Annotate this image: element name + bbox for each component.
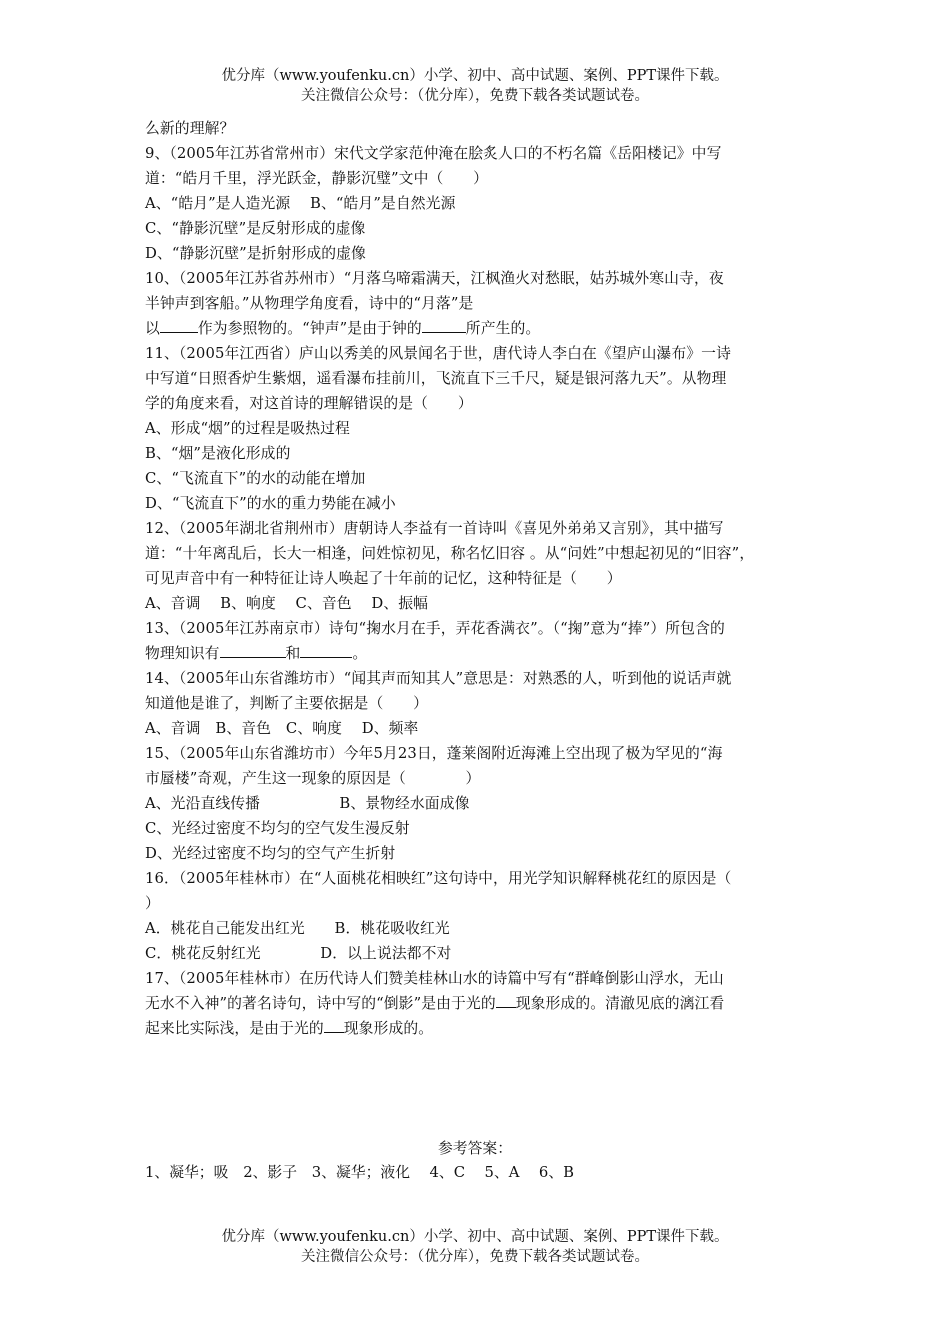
page-footer [0,1227,950,1267]
text-fragment: 现象形成的。 [343,1020,434,1037]
question-12: 12、（2005年湖北省荆州市）唐朝诗人李益有一首诗叫《喜见外弟弟又言别》，其中描写 [145,520,724,537]
option-line: B、“烟”是液化形成的 [145,445,291,462]
text-line: 学的角度来看，对这首诗的理解错误的是（ ） [145,395,473,412]
question-10: 10、（2005年江苏省苏州市）“月落乌啼霜满天，江枫渔火对愁眠，姑苏城外寒山寺，夜 [145,270,724,287]
option-line: A、形成“烟”的过程是吸热过程 [145,420,350,437]
text-line: 中写道“日照香炉生紫烟，遥看瀑布挂前川，飞流直下三千尺，疑是银河落九天”。从物理 [145,370,727,387]
footer-line-2: 关注微信公众号：（优分库），免费下载各类试题试卷。 [301,1249,649,1265]
option-line: C、“飞流直下”的水的动能在增加 [145,470,366,487]
answer-blank [496,992,516,1008]
page-header [0,66,950,106]
header-line-1: 优分库（www.youfenku.cn）小学、初中、高中试题、案例、PPT课件下载。 [221,68,729,84]
option-line: A、音调 B、音色 C、响度 D、频率 [145,720,419,737]
text-fragment: 作为参照物的。“钟声”是由于钟的 [197,320,422,337]
option-line: D、“飞流直下”的水的重力势能在减小 [145,495,396,512]
option-line: C．桃花反射红光 D．以上说法都不对 [145,945,452,962]
option-line: D、光经过密度不均匀的空气产生折射 [145,845,396,862]
option-line: C、“静影沉壁”是反射形成的虚像 [145,220,366,237]
text-fragment: 现象形成的。清澈见底的漓江看 [515,995,725,1012]
answers-title: 参考答案： [438,1140,512,1157]
text-line: 市蜃楼”奇观，产生这一现象的原因是（ ） [145,770,481,787]
option-line: C、光经过密度不均匀的空气发生漫反射 [145,820,410,837]
text-fragment: 和 [285,645,301,662]
fill-line [145,1016,815,1041]
text-line: ） [145,895,160,912]
question-11: 11、（2005年江西省）庐山以秀美的风景闻名于世，唐代诗人李白在《望庐山瀑布》一诗 [145,345,731,362]
fill-line [145,316,815,341]
footer-line-1: 优分库（www.youfenku.cn）小学、初中、高中试题、案例、PPT课件下载。 [221,1229,729,1245]
text-line: 道：“皓月千里，浮光跃金，静影沉璧”文中（ ） [145,170,489,187]
question-9: 9、（2005年江苏省常州市）宋代文学家范仲淹在脍炙人口的不朽名篇《岳阳楼记》中写 [145,145,722,162]
fill-line [145,641,815,666]
question-17: 17、（2005年桂林市）在历代诗人们赞美桂林山水的诗篇中写有“群峰倒影山浮水，无山 [145,970,724,987]
text-line: 半钟声到客船。”从物理学角度看，诗中的“月落”是 [145,295,474,312]
option-line: A、光沿直线传播 B、景物经水面成像 [145,795,470,812]
document-body [145,116,815,1041]
answer-blank [324,1017,344,1033]
text-fragment: 。 [352,645,368,662]
text-fragment: 无水不入神”的著名诗句，诗中写的“倒影”是由于光的 [145,995,496,1012]
question-13: 13、（2005年江苏南京市）诗句“掬水月在手，弄花香满衣”。（“掬”意为“捧”）所包含的 [145,620,725,637]
header-line-2: 关注微信公众号：（优分库），免费下载各类试题试卷。 [301,88,649,104]
answers-text: 1、凝华；吸 2、影子 3、凝华；液化 4、C 5、A 6、B [145,1164,575,1181]
question-14: 14、（2005年山东省潍坊市）“闻其声而知其人”意思是：对熟悉的人，听到他的说话声就 [145,670,732,687]
text-fragment: 起来比实际浅，是由于光的 [145,1020,324,1037]
fill-line [145,991,815,1016]
option-line: A．桃花自己能发出红光 B．桃花吸收红光 [145,920,450,937]
option-line: A、“皓月”是人造光源 B、“皓月”是自然光源 [145,195,456,212]
text-line: 么新的理解？ [145,120,235,137]
answer-blank [160,317,198,333]
text-fragment: 物理知识有 [145,645,220,662]
answer-blank [300,642,352,658]
text-fragment: 所产生的。 [465,320,541,337]
text-fragment: 以 [145,320,160,337]
answer-blank [220,642,286,658]
option-line: D、“静影沉壁”是折射形成的虚像 [145,245,366,262]
text-line: 知道他是谁了，判断了主要依据是（ ） [145,695,429,712]
option-line: A、音调 B、响度 C、音色 D、振幅 [145,595,429,612]
text-line: 可见声音中有一种特征让诗人唤起了十年前的记忆，这种特征是（ ） [145,570,622,587]
answer-blank [422,317,466,333]
text-line: 道：“十年离乱后，长大一相逢，问姓惊初见，称名忆旧容 。从“问姓”中想起初见的“旧容”， [145,545,755,562]
question-16: 16．（2005年桂林市）在“人面桃花相映红”这句诗中，用光学知识解释桃花红的原因是（ [145,870,732,887]
question-15: 15、（2005年山东省潍坊市）今年5月23日，蓬莱阁附近海滩上空出现了极为罕见的“海 [145,745,723,762]
